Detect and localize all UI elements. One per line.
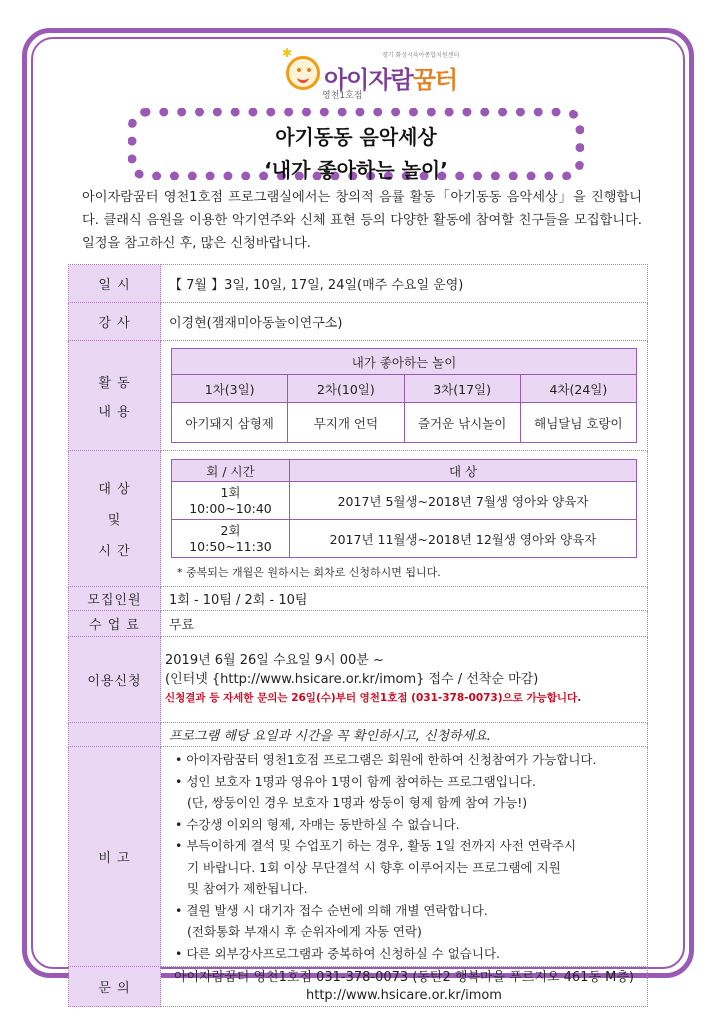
date-label: 일 시 (69, 265, 161, 303)
page-subtitle: ‘내가 좋아하는 놀이’ (264, 158, 448, 182)
row-fee (69, 611, 648, 637)
row-notes (69, 747, 648, 967)
target-round-2: 2회 10:50~11:30 (172, 520, 290, 558)
note-item: • 부득이하게 결석 및 수업포기 하는 경우, 활동 1일 전까지 사전 연락주시 (175, 838, 577, 853)
fee-label: 수 업 료 (69, 611, 161, 637)
teacher-value: 이경현(잼재미아동놀이연구소) (161, 303, 648, 341)
activity-table (171, 348, 637, 443)
activity-header: 내가 좋아하는 놀이 (172, 349, 637, 375)
apply-url: (인터넷 {http://www.hsicare.or.kr/imom} 접수 / 선착순 마감) (165, 672, 539, 687)
contact-label: 문 의 (69, 967, 161, 1007)
apply-inquiry: 신청결과 등 자세한 문의는 26일(수)부터 영천1호점 (031-378-0073)으로 가능합니다. (165, 692, 582, 704)
note-item: • 결원 발생 시 대기자 접수 순번에 의해 개별 연락합니다. (175, 902, 488, 918)
note-item: • 아이자람꿈터 영천1호점 프로그램은 회원에 한하여 신청참여가 가능합니다. (175, 752, 597, 767)
target-table (171, 459, 637, 558)
row-date (69, 265, 648, 303)
row-target (69, 451, 648, 587)
logo-branch: 영천1호점 (322, 91, 363, 101)
session-1-content: 아기돼지 삼형제 (172, 403, 288, 443)
note-item: 기 바랍니다. 1회 이상 무단결석 시 향후 이루어지는 프로그램에 지원 (187, 859, 561, 875)
target-value-2: 2017년 11월생~2018년 12월생 영아와 양육자 (290, 520, 637, 558)
teacher-label: 강 사 (69, 303, 161, 341)
row-activity (69, 341, 648, 451)
target-label: 대 상 및 시 간 (69, 451, 161, 587)
note-item: • 성인 보호자 1명과 영유아 1명이 함께 참여하는 프로그램입니다. (175, 773, 536, 789)
activity-label: 활 동 내 용 (69, 341, 161, 451)
contact-info: 아이자람꿈터 영천1호점 031-378-0073 (동탄2 행복마을 푸르지오 461동 M층) (173, 969, 634, 985)
row-apply (69, 637, 648, 723)
session-1: 1차(3일) (172, 375, 288, 403)
target-col-target: 대 상 (290, 460, 637, 482)
target-round-1: 1회 10:00~10:40 (172, 482, 290, 520)
logo (282, 46, 492, 106)
logo-title: 아이자람꿈터 (324, 66, 458, 94)
info-table (68, 264, 648, 1007)
target-col-round: 회 / 시간 (172, 460, 290, 482)
target-note: * 중복되는 개월은 원하시는 회차로 신청하시면 됩니다. (177, 566, 441, 579)
note-item: (단, 쌍둥이인 경우 보호자 1명과 쌍둥이 형제 함께 참여 가능!) (187, 795, 528, 810)
notes-label: 비 고 (69, 747, 161, 967)
row-teacher (69, 303, 648, 341)
date-value: 【 7월 】3일, 10일, 17일, 24일(매주 수요일 운영) (161, 265, 648, 303)
apply-date: 2019년 6월 26일 수요일 9시 00분 ~ (165, 653, 384, 668)
session-2-content: 무지개 언덕 (288, 403, 404, 443)
row-apply-notice (69, 723, 648, 747)
session-3-content: 즐거운 낚시놀이 (404, 403, 520, 443)
session-2: 2차(10일) (288, 375, 404, 403)
title-box (128, 108, 584, 180)
intro-paragraph: 아이자람꿈터 영천1호점 프로그램실에서는 창의적 음률 활동「아기동동 음악세상」을 진행합니다. 클래식 음원을 이용한 악기연주와 신체 표현 등의 다양한 활동에 참여할 친구들을 모집합니다. 일정을 참고하신 후, 많은 신청바랍니다. (82, 190, 642, 251)
contact-url[interactable]: http://www.hsicare.or.kr/imom (306, 987, 502, 1003)
note-item: 및 참여가 제한됩니다. (187, 881, 308, 896)
recruit-label: 모집인원 (69, 587, 161, 611)
row-recruit (69, 587, 648, 611)
recruit-value: 1회 - 10팀 / 2회 - 10팀 (161, 587, 648, 611)
target-value-1: 2017년 5월생~2018년 7월생 영아와 양육자 (290, 482, 637, 520)
session-4-content: 해님달님 호랑이 (520, 403, 636, 443)
session-4: 4차(24일) (520, 375, 636, 403)
apply-notice: 프로그램 해당 요일과 시간을 꼭 확인하시고, 신청하세요. (161, 723, 648, 747)
session-3: 3차(17일) (404, 375, 520, 403)
page-title: 아기동동 음악세상 (275, 125, 437, 149)
fee-value: 무료 (161, 611, 648, 637)
row-contact (69, 967, 648, 1007)
apply-label: 이용신청 (69, 637, 161, 723)
note-item: • 다른 외부강사프로그램과 중복하여 신청하실 수 없습니다. (175, 945, 500, 961)
smiley-face-icon (286, 56, 320, 90)
note-item: (전화통화 부재시 후 순위자에게 자동 연락) (187, 924, 422, 939)
star-icon: ✱ (282, 46, 293, 60)
note-item: • 수강생 이외의 형제, 자매는 동반하실 수 없습니다. (175, 816, 460, 832)
logo-top-text: 경기 화성시육아종합지원센터 (382, 52, 460, 59)
